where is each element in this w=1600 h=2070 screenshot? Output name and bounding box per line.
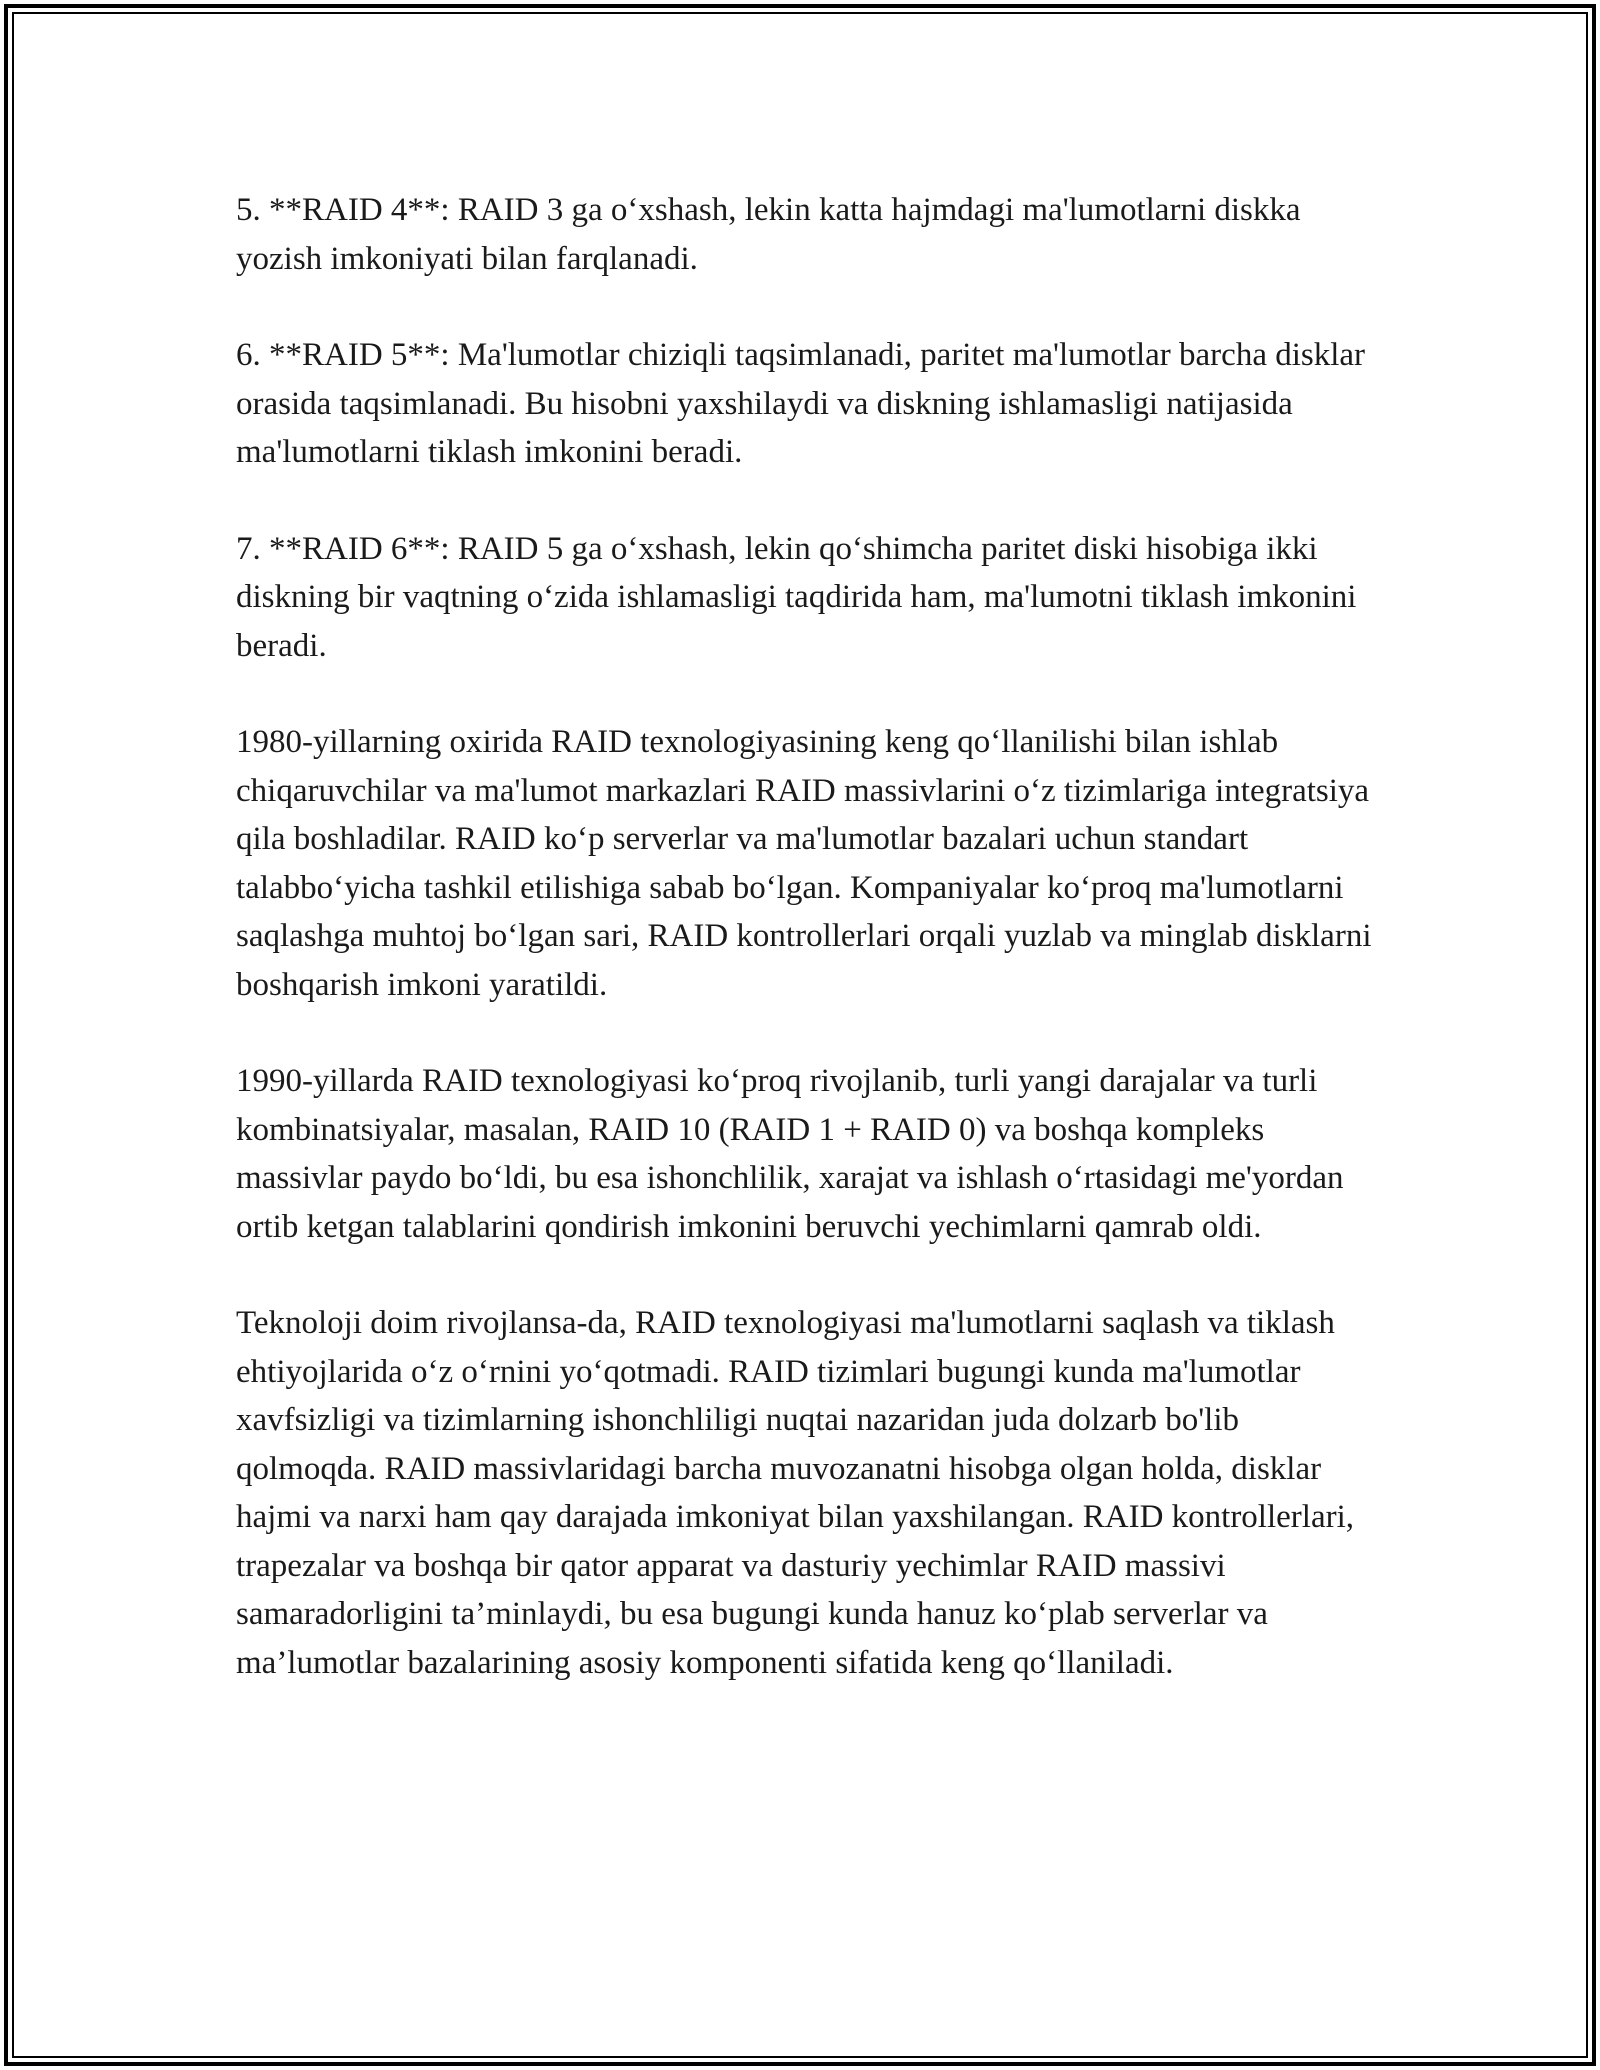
paragraph-raid-4: 5. **RAID 4**: RAID 3 ga o‘xshash, lekin katta hajmdagi ma'lumotlarni diskka yozish imkoniyati bilan farqlanadi. xyxy=(236,192,1301,277)
document-body xyxy=(236,186,1376,1735)
paragraph-raid-6: 7. **RAID 6**: RAID 5 ga o‘xshash, lekin qo‘shimcha paritet diski hisobiga ikki diskning bir vaqtning o‘zida ishlamasligi taqdirida ham, ma'lumotni tiklash imkonini beradi. xyxy=(236,530,1357,664)
paragraph-today: Teknoloji doim rivojlansa-da, RAID texnologiyasi ma'lumotlarni saqlash va tiklash ehtiyojlarida o‘z o‘rnini yo‘qotmadi. RAID tizimlari bugungi kunda ma'lumotlar xavfsizligi va tizimlarning ishonchliligi nuqtai nazaridan juda dolzarb bo'lib qolmoqda. RAID massivlaridagi barcha muvozanatni hisobga olgan holda, disklar hajmi va narxi ham qay darajada imkoniyat bilan yaxshilangan. RAID kontrollerlari, trapezalar va boshqa bir qator apparat va dasturiy yechimlar RAID massivi samaradorligini ta’minlaydi, bu esa bugungi kunda hanuz ko‘plab serverlar va ma’lumotlar bazalarining asosiy komponenti sifatida keng qo‘llaniladi. xyxy=(236,1305,1355,1681)
paragraph-1990s: 1990-yillarda RAID texnologiyasi ko‘proq rivojlanib, turli yangi darajalar va turli kombinatsiyalar, masalan, RAID 10 (RAID 1 + RAID 0) va boshqa kompleks massivlar paydo bo‘ldi, bu esa ishonchlilik, xarajat va ishlash o‘rtasidagi me'yordan ortib ketgan talablarini qondirish imkonini beruvchi yechimlarni qamrab oldi. xyxy=(236,1063,1344,1245)
paragraph-1980s: 1980-yillarning oxirida RAID texnologiyasining keng qo‘llanilishi bilan ishlab chiqaruvchilar va ma'lumot markazlari RAID massivlarini o‘z tizimlariga integratsiya qila boshladilar. RAID ko‘p serverlar va ma'lumotlar bazalari uchun standart talabbo‘yicha tashkil etilishiga sabab bo‘lgan. Kompaniyalar ko‘proq ma'lumotlarni saqlashga muhtoj bo‘lgan sari, RAID kontrollerlari orqali yuzlab va minglab disklarni boshqarish imkoni yaratildi. xyxy=(236,724,1372,1003)
paragraph-raid-5: 6. **RAID 5**: Ma'lumotlar chiziqli taqsimlanadi, paritet ma'lumotlar barcha disklar orasida taqsimlanadi. Bu hisobni yaxshilaydi va diskning ishlamasligi natijasida ma'lumotlarni tiklash imkonini beradi. xyxy=(236,337,1366,470)
